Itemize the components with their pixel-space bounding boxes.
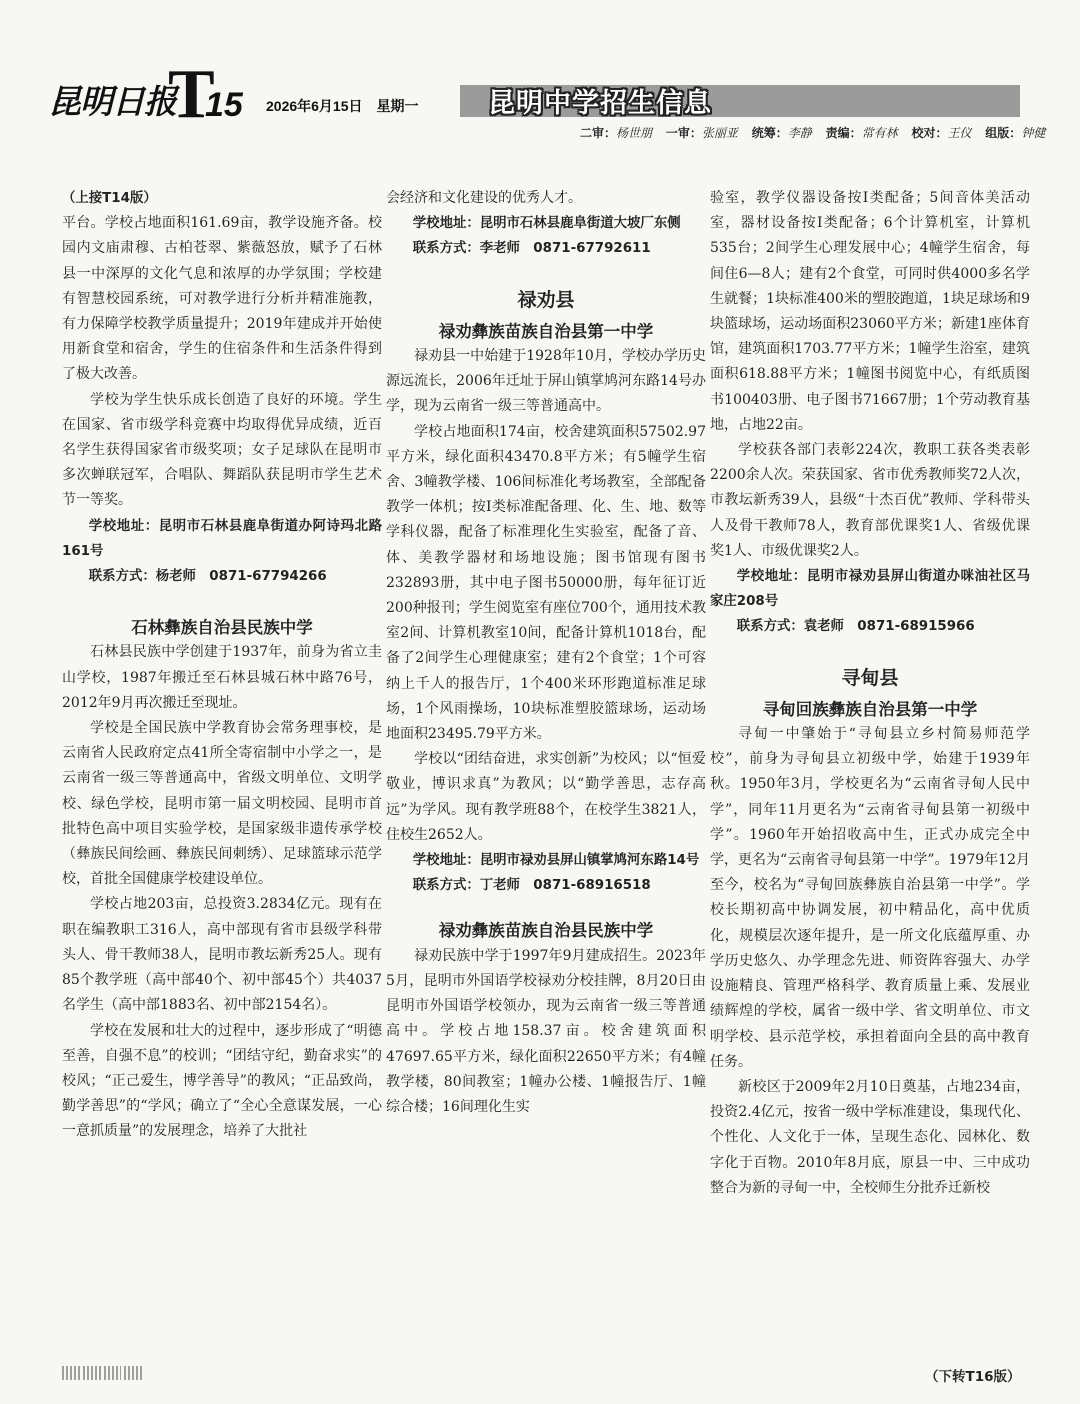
editor-name: 钟健 — [1021, 126, 1046, 140]
article-paragraph: 学校占地面积174亩，校舍建筑面积57502.97平方米，绿化面积43470.8平方米；有5幢学生宿舍、3幢教学楼、106间标准化考场教室，全部配备教学一体机；按Ⅰ类标准配备理、化、生、地、数等学科仪器，配备了标准理化生实验室，配备了音、体、美教学器材和场地设施；图书馆现有图书232893册，其中电子图书50000册，每年征订近200种报刊；学生阅览室有座位700个，通用技术教室2间、计算机教室10间，配备计算机1018台，配备了2间学生心理健康室；建有2个食堂；1个可容纳上千人的报告厅，1个400米环形跑道标准足球场，1个风雨操场，10块标准塑胶篮球场，运动场地面积23495.79平方米。 — [386, 423, 706, 743]
editor-name: 常有林 — [861, 126, 898, 140]
county-heading: 禄劝县 — [517, 288, 575, 311]
article-paragraph: 学校占地203亩，总投资3.2834亿元。现有在职在编教职工316人，高中部现有省市县级学科带头人、骨干教师38人，昆明市教坛新秀25人。现有85个教学班（高中部40个、初中部45个）共4037名学生（高中部1883名、初中部2154名）。 — [62, 896, 382, 1014]
article-paragraph: 学校为学生快乐成长创造了良好的环境。学生在国家、省市级学科竞赛中均取得优异成绩，近百名学生获得国家省市级奖项；女子足球队在昆明市多次蝉联冠军，合唱队、舞蹈队获昆明市学生艺术节一等奖。 — [62, 391, 382, 509]
school-heading: 寻甸回族彝族自治县第一中学 — [762, 699, 978, 719]
column-3 — [710, 186, 1030, 1201]
article-paragraph: 学校是全国民族中学教育协会常务理事校，是云南省人民政府定点41所全寄宿制中小学之一，是云南省一级三等普通高中，省级文明单位、文明学校、绿色学校，昆明市第一届文明校园、昆明市首批特色高中项目实验学校，是国家级非遗传承学校（彝族民间绘画、彝族民间刺绣）、足球篮球示范学校，首批全国健康学校建设单位。 — [62, 720, 382, 888]
article-paragraph: 会经济和文化建设的优秀人才。 — [386, 190, 582, 206]
article-paragraph: 禄劝县一中始建于1928年10月，学校办学历史源远流长，2006年迁址于屏山镇掌鸠河东路14号办学，现为云南省一级三等普通高中。 — [386, 348, 706, 415]
article-paragraph: 寻甸一中肇始于“寻甸县立乡村简易师范学校”，前身为寻甸县立初级中学，始建于1939年秋。1950年3月，学校更名为“云南省寻甸人民中学”，同年11月更名为“云南省寻甸县第一初级中学”。1960年开始招收高中生，正式办成完全中学，更名为“云南省寻甸县第一中学”。1979年12月至今，校名为“寻甸回族彝族自治县第一中学”。学校长期初高中协调发展，初中精品化，高中优质化，规模层次逐年提升，是一所文化底蕴厚重、办学历史悠久、办学理念先进、师资阵容强大、办学设施精良、管理严格科学、教育质量上乘、发展业绩辉煌的学校，属省一级中学、省文明单位、市文明学校、县示范学校，承担着面向全县的高中教育任务。 — [710, 726, 1030, 1070]
article-paragraph: 新校区于2009年2月10日奠基，占地234亩，投资2.4亿元，按省一级中学标准建设，集现代化、个性化、人文化于一体，呈现生态化、园林化、数字化于百物。2010年8月底，原县一中、三中成功整合为新的寻甸一中，全校师生分批乔迁新校 — [710, 1078, 1030, 1196]
school-heading: 禄劝彝族苗族自治县民族中学 — [438, 921, 654, 941]
school-address: 学校地址：昆明市禄劝县屏山街道办咪油社区马家庄208号 — [710, 569, 1030, 610]
column-1 — [62, 186, 382, 1145]
school-address: 学校地址：昆明市石林县鹿阜街道办阿诗玛北路161号 — [62, 518, 382, 559]
issue-date: 2026年6月15日 星期一 — [266, 98, 419, 114]
editor-role: 二审： — [580, 126, 617, 140]
school-contact: 联系方式：丁老师 0871-68916518 — [412, 878, 651, 894]
editor-role: 组版： — [985, 126, 1022, 140]
school-contact: 联系方式：杨老师 0871-67794266 — [88, 569, 327, 585]
section-title: 昆明中学招生信息 — [488, 88, 712, 119]
editor-name: 张丽亚 — [701, 126, 738, 140]
article-paragraph: 学校获各部门表彰224次，教职工获各类表彰2200余人次。荣获国家、省市优秀教师奖72人次，市教坛新秀39人，县级“十杰百优”教师、学科带头人及骨干教师78人，教育部优课奖1人、省级优课奖1人、市级优课奖2人。 — [710, 442, 1030, 559]
editor-name: 杨世朋 — [616, 126, 653, 140]
article-paragraph: 学校以“团结奋进，求实创新”为校风；以“恒爱敬业，博识求真”为教风；以“勤学善思，志存高远”为学风。现有教学班88个，在校学生3821人，住校生2652人。 — [386, 751, 706, 843]
school-address: 学校地址：昆明市禄劝县屏山镇掌鸠河东路14号 — [412, 853, 700, 869]
continued-to-note: （下转T16版） — [925, 1369, 1021, 1385]
newspaper-logo: 昆明日报 — [48, 82, 176, 121]
editor-credits — [580, 124, 1055, 141]
school-heading: 禄劝彝族苗族自治县第一中学 — [438, 321, 654, 341]
editor-role: 一审： — [665, 126, 702, 140]
editor-name: 李静 — [787, 126, 812, 140]
page-number: 15 — [205, 86, 243, 124]
school-address: 学校地址：昆明市石林县鹿阜街道大坡厂东侧 — [412, 216, 681, 232]
article-paragraph: 禄劝民族中学于1997年9月建成招生。2023年5月，昆明市外国语学校禄劝分校挂牌，8月20日由昆明市外国语学校领办，现为云南省一级三等普通高中。学校占地158.37亩。校舍建筑面积47697.65平方米，绿化面积22650平方米；有4幢教学楼，80间教室；1幢办公楼、1幢报告厅、1幢综合楼；16间理化生实 — [386, 947, 706, 1115]
article-paragraph: 验室，教学仪器设备按Ⅰ类配备；5间音体美活动室，器材设备按Ⅰ类配备；6个计算机室，计算机535台；2间学生心理发展中心；4幢学生宿舍，每间住6—8人；建有2个食堂，可同时供4000多名学生就餐；1块标准400米的塑胶跑道，1块足球场和9块篮球场，运动场面积23060平方米；新建1座体育馆，建筑面积1703.77平方米；1幢学生浴室，建筑面积618.88平方米；1幢图书阅览中心，有纸质图书100403册、电子图书71667册；1个劳动教育基地，占地22亩。 — [710, 190, 1030, 433]
county-heading: 寻甸县 — [841, 666, 899, 689]
column-2 — [386, 186, 706, 1120]
school-contact: 联系方式：袁老师 0871-68915966 — [736, 619, 975, 635]
editor-role: 校对： — [911, 126, 948, 140]
school-contact: 联系方式：李老师 0871-67792611 — [412, 241, 651, 257]
article-paragraph: 学校在发展和壮大的过程中，逐步形成了“明德至善，自强不息”的校训；“团结守纪，勤奋求实”的校风；“正己爱生，博学善导”的教风；“正品致尚，勤学善思”的“学风；确立了“全心全意谋发展，一心一意抓质量”的发展理念，培养了大批社 — [62, 1022, 382, 1140]
print-mark-icon — [62, 1366, 142, 1380]
school-heading: 石林彝族自治县民族中学 — [131, 618, 313, 638]
section-title-bar — [460, 85, 1020, 117]
editor-role: 统筹： — [751, 126, 788, 140]
article-paragraph: 平台。学校占地面积161.69亩，教学设施齐备。校园内文庙肃穆、古柏苍翠、紫薇怒放，赋予了石林县一中深厚的文化气息和浓厚的办学氛围；学校建有智慧校园系统，可对教学进行分析并精准施教，有力保障学校教学质量提升；2019年建成并开始使用新食堂和宿舍，学生的住宿条件和生活条件得到了极大改善。 — [62, 215, 382, 383]
masthead — [0, 0, 1080, 150]
continued-from-note: （上接T14版） — [62, 191, 157, 206]
editor-role: 责编： — [825, 126, 862, 140]
edition-letter: T — [168, 56, 215, 133]
article-paragraph: 石林县民族中学创建于1937年，前身为省立圭山学校，1987年搬迁至石林县城石林中路76号，2012年9月再次搬迁至现址。 — [62, 644, 382, 711]
editor-name: 王仪 — [947, 126, 972, 140]
